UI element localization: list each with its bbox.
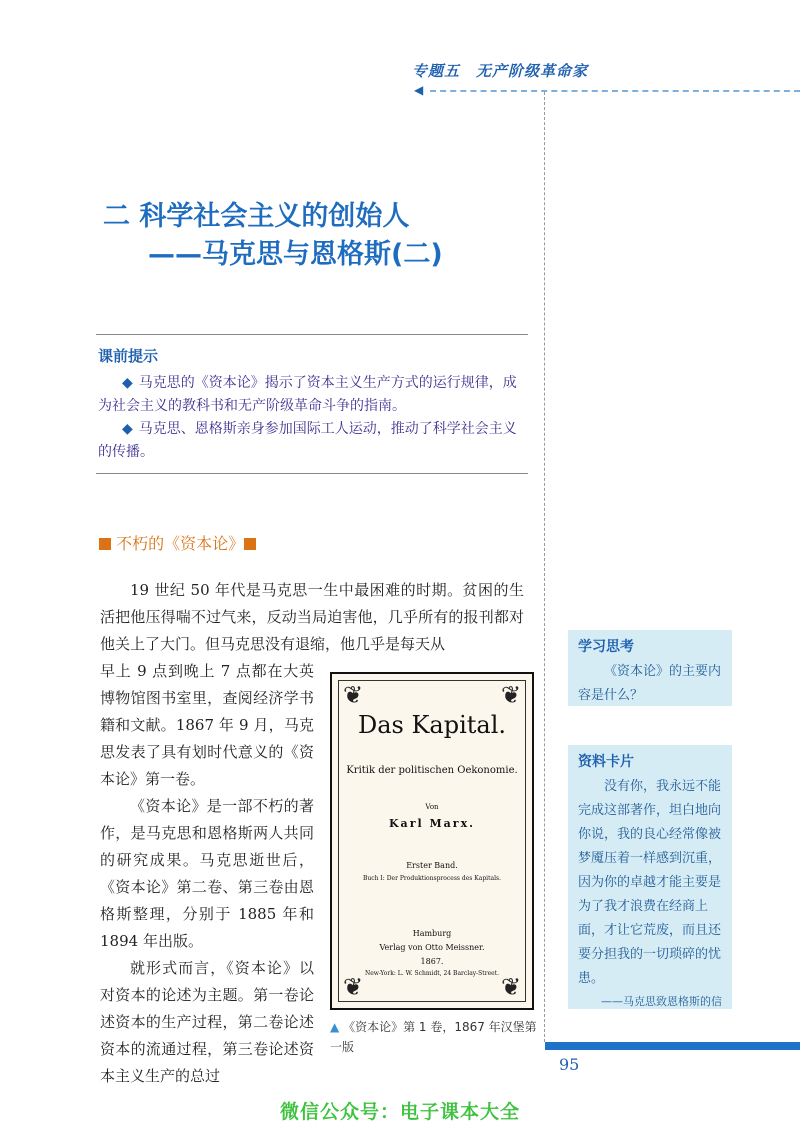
tip-item-1 (98, 372, 528, 418)
image-caption (330, 1017, 540, 1057)
triangle-up-icon: ▲ (330, 1020, 340, 1034)
margin-divider (544, 92, 545, 1042)
book-author: Karl Marx. (389, 817, 475, 830)
book-von: Von (425, 803, 439, 811)
book-volume: Erster Band. (406, 861, 458, 870)
book-subtitle: Kritik der politischen Oekonomie. (346, 765, 518, 776)
tips-bottom-rule (96, 473, 528, 474)
tip-text: 马克思、恩格斯亲身参加国际工人运动，推动了科学社会主义的传播。 (98, 421, 517, 460)
corner-ornament-icon: ❦ (500, 973, 522, 1001)
arrow-left-icon: ◀ (414, 83, 424, 97)
title-page-frame (338, 680, 526, 1002)
tip-item-2 (98, 418, 528, 464)
square-marker-icon (99, 538, 111, 550)
corner-ornament-icon: ❦ (342, 973, 364, 1001)
body-column-narrow (100, 658, 314, 1090)
info-card-title: 资料卡片 (578, 754, 634, 770)
info-card (568, 745, 732, 1009)
study-card-text: 《资本论》的主要内容是什么？ (578, 664, 722, 703)
book-year: 1867. (420, 957, 444, 966)
square-marker-icon (244, 538, 256, 550)
body-paragraph-2: 《资本论》是一部不朽的著作，是马克思和恩格斯两人共同的研究成果。马克思逝世后，《资本论》第二卷、第三卷由恩格斯整理，分别于 1885 年和 1894 年出版。 (100, 797, 314, 950)
corner-ornament-icon: ❦ (342, 681, 364, 709)
tips-top-rule (96, 334, 528, 335)
book-title: Das Kapital. (357, 711, 507, 739)
diamond-bullet-icon: ◆ (122, 421, 133, 437)
header-dashed-line (430, 90, 800, 92)
running-header: 专题五 无产阶级革命家 (412, 62, 589, 80)
section-heading (99, 531, 256, 554)
footer-bar (545, 1042, 800, 1050)
book-city: Hamburg (412, 929, 452, 938)
das-kapital-title-page-image (330, 672, 534, 1010)
body-paragraph-3: 就形式而言，《资本论》以对资本的论述为主题。第一卷论述资本的生产过程，第二卷论述资本的流通过程，第三卷论述资本主义生产的总过 (100, 959, 314, 1085)
study-card-title: 学习思考 (578, 639, 634, 655)
book-publisher: Verlag von Otto Meissner. (379, 943, 485, 952)
book-part: Buch I: Der Produktionsprocess des Kapitals. (363, 875, 501, 882)
chapter-title-line1: 二 科学社会主义的创始人 (103, 201, 410, 232)
chapter-title-line2: ——马克思与恩格斯(二) (148, 239, 443, 270)
page-number: 95 (559, 1055, 580, 1074)
watermark-text: 微信公众号：电子课本大全 (279, 1101, 520, 1123)
study-card (568, 630, 732, 706)
diamond-bullet-icon: ◆ (122, 375, 133, 391)
info-card-signature: ——马克思致恩格斯的信 (601, 995, 722, 1008)
corner-ornament-icon: ❦ (500, 681, 522, 709)
tips-heading: 课前提示 (98, 347, 159, 365)
section-title: 不朽的《资本论》 (116, 534, 245, 553)
body-paragraph-1a: 19 世纪 50 年代是马克思一生中最困难的时期。贫困的生活把他压得喘不过气来，反动当局迫害他，几乎所有的报刊都对他关上了大门。但马克思没有退缩，他几乎是每天从 (100, 581, 524, 653)
info-card-text: 没有你，我永远不能完成这部著作，坦白地向你说，我的良心经常像被梦魇压着一样感到沉重，因为你的卓越才能主要是为了我才浪费在经商上面，才让它荒废，而且还要分担我的一切琐碎的忧患。 (578, 779, 722, 986)
caption-text: 《资本论》第 1 卷，1867 年汉堡第一版 (330, 1020, 537, 1054)
tip-text: 马克思的《资本论》揭示了资本主义生产方式的运行规律，成为社会主义的教科书和无产阶级革命斗争的指南。 (98, 375, 517, 414)
body-paragraph-1b: 早上 9 点到晚上 7 点都在大英博物馆图书室里，查阅经济学书籍和文献。1867 年 9 月，马克思发表了具有划时代意义的《资本论》第一卷。 (100, 662, 314, 788)
book-newyork: New-York: L. W. Schmidt, 24 Barclay-Street. (364, 970, 499, 977)
